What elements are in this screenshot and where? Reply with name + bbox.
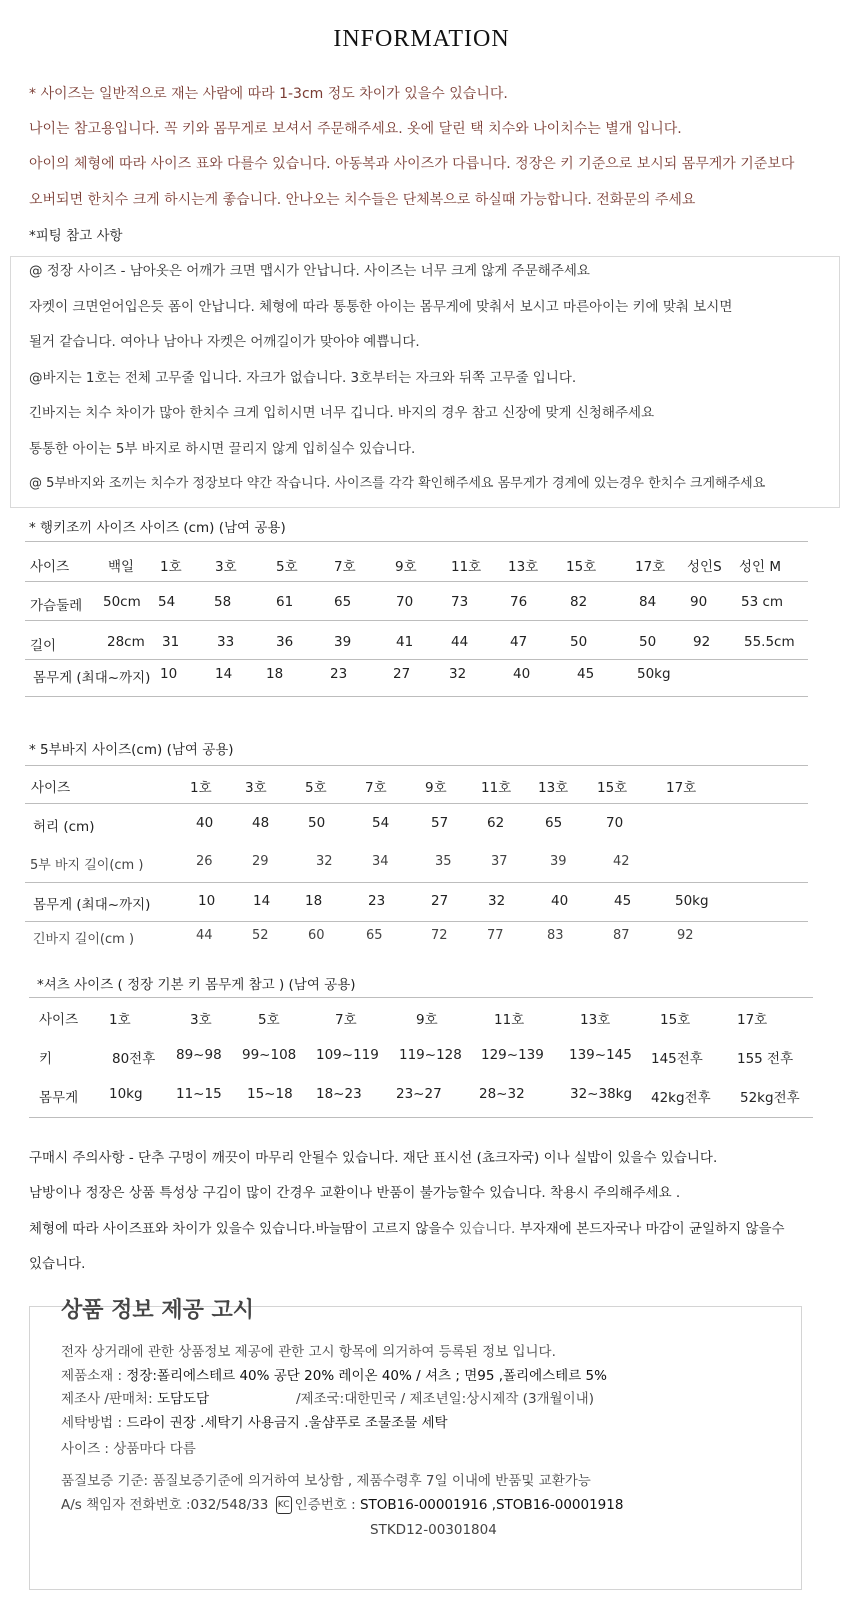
table-cell: 10kg	[109, 1086, 143, 1102]
table-header-cell: 1호	[160, 559, 182, 575]
fitting-line: @ 정장 사이즈 - 남아옷은 어깨가 크면 맵시가 안납니다. 사이즈는 너무 크게 않게 주문해주세요	[29, 263, 590, 279]
cert-label: 인증번호 :	[294, 1497, 360, 1513]
table-cell: 18	[266, 666, 284, 682]
table-cell: 50	[308, 815, 326, 831]
table-header-cell: 9호	[395, 559, 417, 575]
table-cell: 87	[613, 928, 630, 943]
table-cell: 80전후	[112, 1051, 156, 1067]
table-header-cell: 17호	[666, 780, 697, 796]
table-cell: 29	[252, 854, 269, 869]
fitting-line: 긴바지는 치수 차이가 많아 한치수 크게 입히시면 너무 깁니다. 바지의 경우 참고 신장에 맞게 신청해주세요	[29, 405, 655, 421]
table-cell: 52	[252, 928, 269, 943]
table-cell: 70	[606, 815, 624, 831]
purchase-notice-line: 남방이나 정장은 상품 특성상 구김이 많이 간경우 교환이나 반품이 불가능할수 있습니다. 착용시 주의해주세요 .	[29, 1185, 681, 1201]
table-cell: 18~23	[316, 1086, 362, 1102]
table-cell: 54	[372, 815, 390, 831]
table-cell: 23	[330, 666, 348, 682]
table-header-cell: 11호	[494, 1012, 525, 1028]
product-quality: 품질보증 기준: 품질보증기준에 의거하여 보상함 , 제품수령후 7일 이내에 반품및 교환가능	[61, 1473, 591, 1489]
table-cell: 61	[276, 594, 294, 610]
purchase-notice-line	[29, 1217, 785, 1237]
table-cell: 54	[158, 594, 176, 610]
table-cell: 32	[316, 854, 333, 869]
table-cell: 41	[396, 634, 414, 650]
table-rule	[25, 541, 808, 542]
product-size-note: 사이즈 : 상품마다 다름	[61, 1441, 196, 1457]
table-cell: 70	[396, 594, 414, 610]
table-cell: 길이	[30, 638, 57, 654]
table-cell: 155 전후	[737, 1051, 794, 1067]
vest-table-heading: * 행키조끼 사이즈 사이즈 (cm) (남여 공용)	[29, 520, 286, 536]
product-maker	[61, 1387, 209, 1407]
table-cell: 5부 바지 길이(cm )	[30, 858, 144, 873]
product-material	[61, 1364, 607, 1384]
table-cell: 28cm	[107, 634, 145, 650]
table-cell: 가슴둘레	[30, 598, 83, 614]
table-cell: 50kg	[675, 893, 709, 909]
table-cell: 89~98	[176, 1047, 222, 1063]
note-line: 나이는 참고용입니다. 꼭 키와 몸무게로 보셔서 주문해주세요. 옷에 달린 택 치수와 나이치수는 별개 입니다.	[29, 121, 682, 137]
table-cell: 53 cm	[741, 594, 784, 610]
table-header-cell: 3호	[215, 559, 237, 575]
table-rule	[25, 659, 808, 660]
table-cell: 50	[570, 634, 588, 650]
table-cell: 90	[690, 594, 708, 610]
table-cell: 145전후	[651, 1051, 703, 1067]
table-cell: 45	[614, 893, 632, 909]
table-cell: 73	[451, 594, 469, 610]
table-header-cell: 7호	[335, 1012, 357, 1028]
table-cell: 50	[639, 634, 657, 650]
table-header-cell: 5호	[305, 780, 327, 796]
table-cell: 65	[334, 594, 352, 610]
fitting-line: 자켓이 크면얻어입은듯 폼이 안납니다. 체형에 따라 통통한 아이는 몸무게에 맞춰서 보시고 마른아이는 키에 맞춰 보시면	[29, 299, 733, 315]
table-cell: 40	[513, 666, 531, 682]
table-cell: 50kg	[637, 666, 671, 682]
table-cell: 40	[196, 815, 214, 831]
table-cell: 82	[570, 594, 588, 610]
cert-value: STOB16-00001916 ,STOB16-00001918	[359, 1497, 624, 1513]
table-cell: 83	[547, 928, 564, 943]
table-cell: 28~32	[479, 1086, 525, 1102]
notice-text: 있습니다.	[458, 1221, 516, 1237]
table-cell: 92	[693, 634, 711, 650]
wash-value: 드라이 권장 .세탁기 사용금지 .울샴푸로 조물조물 세탁	[126, 1415, 448, 1431]
table-cell: 27	[431, 893, 449, 909]
table-header-cell: 사이즈	[30, 559, 70, 575]
table-cell: 77	[487, 928, 504, 943]
table-header-cell: 11호	[451, 559, 482, 575]
table-header-cell: 13호	[538, 780, 569, 796]
table-header-cell: 1호	[190, 780, 212, 796]
table-cell: 42	[613, 854, 630, 869]
table-cell: 32	[449, 666, 467, 682]
fitting-line: 통통한 아이는 5부 바지로 하시면 끌리지 않게 입히실수 있습니다.	[29, 441, 416, 457]
table-cell: 23~27	[396, 1086, 442, 1102]
table-cell: 긴바지 길이(cm )	[33, 932, 135, 947]
table-cell: 58	[214, 594, 232, 610]
table-header-cell: 7호	[334, 559, 356, 575]
table-cell: 키	[39, 1051, 53, 1067]
product-as-contact	[61, 1493, 623, 1514]
fitting-line: @ 5부바지와 조끼는 치수가 정장보다 약간 작습니다. 사이즈를 각각 확인해주세요 몸무게가 경계에 있는경우 한치수 크게해주세요	[29, 476, 766, 491]
table-cell: 48	[252, 815, 270, 831]
table-cell: 109~119	[316, 1047, 379, 1063]
table-cell: 10	[160, 666, 178, 682]
table-rule	[25, 882, 808, 883]
purchase-notice-line: 구매시 주의사항 - 단추 구멍이 깨끗이 마무리 안될수 있습니다. 재단 표시선 (쵸크자국) 이나 실밥이 있을수 있습니다.	[29, 1150, 718, 1166]
table-rule	[29, 997, 813, 998]
table-cell: 119~128	[399, 1047, 462, 1063]
table-cell: 39	[550, 854, 567, 869]
table-cell: 47	[510, 634, 528, 650]
note-line: * 사이즈는 일반적으로 재는 사람에 따라 1-3cm 정도 차이가 있을수 있습니다.	[29, 86, 508, 102]
table-cell: 44	[196, 928, 213, 943]
table-header-cell: 5호	[276, 559, 298, 575]
note-line: 아이의 체형에 따라 사이즈 표와 다를수 있습니다. 아동복과 사이즈가 다릅니다. 정장은 키 기준으로 보시되 몸무게가 기준보다	[29, 156, 795, 172]
table-header-cell: 15호	[566, 559, 597, 575]
table-cell: 92	[677, 928, 694, 943]
table-cell: 몸무게	[39, 1090, 79, 1106]
note-line: 오버되면 한치수 크게 하시는게 좋습니다. 안나오는 치수들은 단체복으로 하실때 가능합니다. 전화문의 주세요	[29, 192, 696, 208]
table-cell: 72	[431, 928, 448, 943]
pants-table-heading: * 5부바지 사이즈(cm) (남여 공용)	[29, 742, 234, 758]
product-info-heading: 상품 정보 제공 고시	[61, 1298, 254, 1323]
table-cell: 23	[368, 893, 386, 909]
table-rule	[25, 921, 808, 922]
table-cell: 55.5cm	[744, 634, 795, 650]
table-cell: 18	[305, 893, 323, 909]
table-rule	[25, 803, 808, 804]
table-cell: 33	[217, 634, 235, 650]
table-cell: 27	[393, 666, 411, 682]
maker-label: 제조사 /판매처:	[61, 1391, 157, 1407]
table-header-cell: 성인S	[687, 559, 722, 575]
wash-label: 세탁방법 :	[61, 1415, 127, 1431]
table-cell: 65	[545, 815, 563, 831]
product-washing	[61, 1411, 448, 1431]
table-header-cell: 15호	[660, 1012, 691, 1028]
table-cell: 99~108	[242, 1047, 297, 1063]
table-cell: 52kg전후	[740, 1090, 800, 1106]
table-cell: 129~139	[481, 1047, 544, 1063]
table-cell: 10	[198, 893, 216, 909]
table-header-cell: 13호	[580, 1012, 611, 1028]
table-header-cell: 9호	[416, 1012, 438, 1028]
product-info-intro: 전자 상거래에 관한 상품정보 제공에 관한 고시 항목에 의거하여 등록된 정보 입니다.	[61, 1344, 556, 1360]
table-cell: 76	[510, 594, 528, 610]
table-cell: 32~38kg	[570, 1086, 633, 1102]
table-header-cell: 9호	[425, 780, 447, 796]
table-cell: 31	[162, 634, 180, 650]
table-rule	[25, 696, 808, 697]
table-header-cell: 17호	[737, 1012, 768, 1028]
table-header-cell: 5호	[258, 1012, 280, 1028]
purchase-notice-line: 있습니다.	[29, 1256, 86, 1272]
table-cell: 45	[577, 666, 595, 682]
page-title: INFORMATION	[333, 26, 510, 52]
table-rule	[25, 765, 808, 766]
table-cell: 65	[366, 928, 383, 943]
table-cell: 44	[451, 634, 469, 650]
table-header-cell: 3호	[245, 780, 267, 796]
table-rule	[29, 1117, 813, 1118]
table-cell: 34	[372, 854, 389, 869]
table-rule	[25, 620, 808, 621]
table-header-cell: 11호	[481, 780, 512, 796]
table-cell: 11~15	[176, 1086, 222, 1102]
table-cell: 42kg전후	[651, 1090, 711, 1106]
table-cell: 14	[253, 893, 271, 909]
table-cell: 몸무게 (최대~까지)	[33, 670, 151, 686]
table-header-cell: 15호	[597, 780, 628, 796]
table-rule	[25, 581, 808, 582]
table-cell: 50cm	[103, 594, 141, 610]
table-cell: 35	[435, 854, 452, 869]
table-header-cell: 1호	[109, 1012, 131, 1028]
table-cell: 62	[487, 815, 505, 831]
table-cell: 26	[196, 854, 213, 869]
material-value: 정장:폴리에스테르 40% 공단 20% 레이온 40% / 셔츠 ; 면95 ,폴리에스테르 5%	[126, 1368, 607, 1384]
table-header-cell: 사이즈	[39, 1012, 79, 1028]
table-cell: 40	[551, 893, 569, 909]
notice-text: 부자재에 본드자국나 마감이 균일하지 않을수	[515, 1221, 785, 1237]
as-label: A/s 책임자 전화번호 :032/548/33	[61, 1497, 269, 1513]
cert-value-2: STKD12-00301804	[370, 1522, 497, 1538]
table-header-cell: 7호	[365, 780, 387, 796]
table-header-cell: 17호	[635, 559, 666, 575]
notice-text: 체형에 따라 사이즈표와 차이가 있을수 있습니다.바늘땀이 고르지 않을수	[29, 1221, 459, 1237]
table-cell: 57	[431, 815, 449, 831]
table-cell: 39	[334, 634, 352, 650]
table-header-cell: 3호	[190, 1012, 212, 1028]
table-cell: 36	[276, 634, 294, 650]
table-header-cell: 성인 M	[739, 559, 782, 575]
table-cell: 32	[488, 893, 506, 909]
maker-value: 도담도담	[156, 1391, 210, 1407]
fitting-heading: *피팅 참고 사항	[29, 228, 123, 244]
table-cell: 84	[639, 594, 657, 610]
table-cell: 139~145	[569, 1047, 632, 1063]
fitting-line: 될거 같습니다. 여아나 남아나 자켓은 어깨길이가 맞아야 예쁩니다.	[29, 334, 420, 350]
table-cell: 15~18	[247, 1086, 293, 1102]
fitting-line: @바지는 1호는 전체 고무줄 입니다. 자크가 없습니다. 3호부터는 자크와 뒤쪽 고무줄 입니다.	[29, 370, 577, 386]
table-cell: 허리 (cm)	[33, 819, 95, 835]
table-cell: 37	[491, 854, 508, 869]
material-label: 제품소재 :	[61, 1368, 127, 1384]
shirt-table-heading: *셔츠 사이즈 ( 정장 기본 키 몸무게 참고 ) (남여 공용)	[37, 977, 356, 993]
table-cell: 60	[308, 928, 325, 943]
kc-certification-icon: KC	[276, 1496, 292, 1514]
table-header-cell: 13호	[508, 559, 539, 575]
table-cell: 몸무게 (최대~까지)	[33, 897, 151, 913]
table-cell: 14	[215, 666, 233, 682]
table-header-cell: 백일	[108, 559, 135, 575]
table-header-cell: 사이즈	[31, 780, 71, 796]
product-origin: /제조국:대한민국 / 제조년일:상시제작 (3개월이내)	[296, 1391, 594, 1407]
